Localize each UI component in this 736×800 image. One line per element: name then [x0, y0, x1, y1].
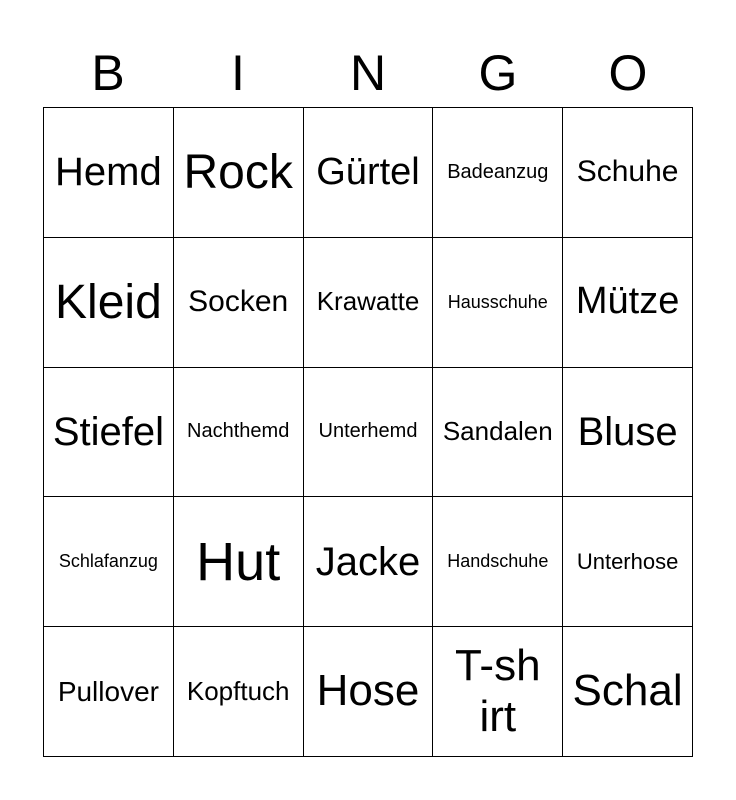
header-letter-g: G — [478, 45, 518, 101]
bingo-cell[interactable] — [44, 497, 174, 627]
bingo-cell-label: Hut — [196, 531, 281, 592]
bingo-cell-label: Jacke — [315, 539, 421, 584]
bingo-cell-label: Bluse — [577, 409, 678, 454]
header-letter-n: N — [349, 45, 387, 101]
bingo-cell-label: Handschuhe — [447, 551, 549, 572]
bingo-header — [43, 38, 693, 108]
bingo-cell[interactable] — [304, 627, 434, 757]
bingo-cell[interactable] — [44, 627, 174, 757]
header-letter-b: B — [91, 45, 125, 101]
header-letter-i: I — [231, 45, 245, 101]
bingo-cell-label: T-shirt — [454, 641, 541, 741]
bingo-cell[interactable] — [174, 368, 304, 498]
bingo-cell[interactable] — [563, 238, 693, 368]
bingo-cell[interactable] — [44, 368, 174, 498]
bingo-cell-label: Badeanzug — [447, 160, 549, 183]
bingo-cell-label: Hausschuhe — [447, 291, 548, 312]
bingo-cell[interactable] — [433, 627, 563, 757]
bingo-cell-label: Unterhose — [576, 549, 679, 575]
bingo-cell[interactable] — [44, 238, 174, 368]
bingo-cell[interactable] — [174, 497, 304, 627]
bingo-cell[interactable] — [563, 627, 693, 757]
bingo-cell[interactable] — [174, 108, 304, 238]
bingo-cell[interactable] — [433, 238, 563, 368]
bingo-cell[interactable] — [304, 108, 434, 238]
bingo-cell[interactable] — [563, 108, 693, 238]
bingo-cell[interactable] — [563, 368, 693, 498]
bingo-cell-label: Hemd — [55, 150, 162, 195]
bingo-cell[interactable] — [304, 368, 434, 498]
bingo-cell[interactable] — [563, 497, 693, 627]
bingo-cell-label: Hose — [316, 666, 420, 716]
bingo-cell-label: Sandalen — [442, 416, 553, 447]
bingo-card-grid — [43, 107, 693, 757]
bingo-cell[interactable] — [433, 108, 563, 238]
bingo-cell-label: Kleid — [55, 275, 162, 329]
bingo-cell-label: Mütze — [575, 280, 680, 323]
bingo-cell-label: Schlafanzug — [58, 551, 158, 572]
bingo-cell-label: Krawatte — [316, 286, 420, 317]
bingo-cell[interactable] — [433, 497, 563, 627]
bingo-cell-label: Gürtel — [316, 150, 420, 193]
bingo-cell-label: Unterhemd — [318, 420, 418, 443]
bingo-cell-label: Socken — [188, 284, 289, 318]
bingo-cell-label: Stiefel — [52, 409, 164, 454]
bingo-cell-label: Nachthemd — [187, 420, 290, 443]
bingo-cell[interactable] — [44, 108, 174, 238]
bingo-cell-label: Schal — [572, 666, 683, 716]
bingo-cell[interactable] — [433, 368, 563, 498]
bingo-cell[interactable] — [174, 238, 304, 368]
bingo-cell-label: Rock — [183, 145, 293, 199]
header-letter-o: O — [608, 45, 648, 101]
bingo-cell[interactable] — [304, 497, 434, 627]
bingo-cell[interactable] — [174, 627, 304, 757]
bingo-cell-label: Kopftuch — [186, 675, 290, 706]
bingo-cell-label: Schuhe — [576, 155, 679, 189]
bingo-cell-label: Pullover — [57, 675, 159, 707]
bingo-cell[interactable] — [304, 238, 434, 368]
